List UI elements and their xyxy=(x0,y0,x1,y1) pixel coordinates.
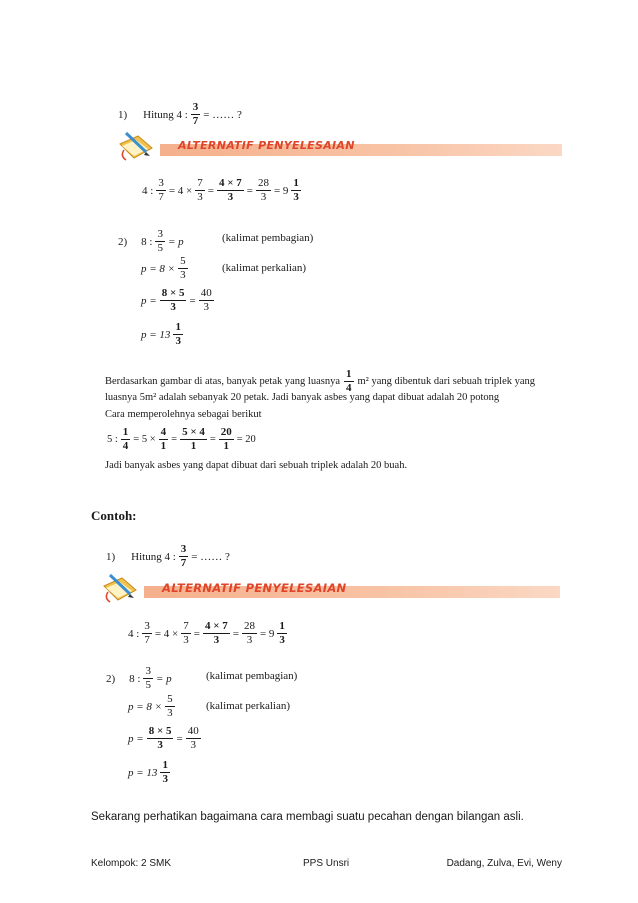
alternatif-banner xyxy=(100,578,560,604)
fraction: $\frac{3}{7}$ xyxy=(192,101,199,127)
pencil-notebook-icon xyxy=(100,572,140,606)
question-text: Hitung 4 : xyxy=(143,108,188,121)
solution-line: 4 : $\frac{3}{7}$ = 4 × $\frac{7}{3}$ = $\frac{4 \times 7}{3}$ = $\frac{28}{3}$ = 9 $\frac{1}{3}$ xyxy=(142,177,299,203)
note-pembagian: (kalimat pembagian) xyxy=(206,670,298,682)
note-pembagian: (kalimat pembagian) xyxy=(222,232,314,244)
question-1 xyxy=(116,102,244,127)
question-number: 1) xyxy=(118,108,128,121)
question-2-line-2: p = 8 × $\frac{5}{3}$ xyxy=(141,255,186,281)
question-2-line-1: 2) 8 : $\frac{3}{5}$ = p xyxy=(118,228,184,254)
question-tail: = …… ? xyxy=(203,108,242,121)
question-2-line-1: 2) 8 : $\frac{3}{5}$ = p xyxy=(106,665,172,691)
banner-title: ALTERNATIF PENYELESAIAN xyxy=(162,581,347,595)
closing-sentence: Sekarang perhatikan bagaimana cara membagi suatu pecahan dengan bilangan asli. xyxy=(91,811,524,823)
contoh-heading: Contoh: xyxy=(91,508,137,523)
footer-center: PPS Unsri xyxy=(303,858,350,869)
para-line-1: Berdasarkan gambar di atas, banyak petak yang luasnya $\frac{1}{4}$ m² yang dibentuk dari sebuah triplek yang xyxy=(105,368,536,394)
question-2-line-2: p = 8 × $\frac{5}{3}$ xyxy=(128,693,173,719)
question-2-line-3: p = $\frac{8 \times 5}{3}$ = $\frac{40}{3}$ xyxy=(128,725,199,751)
note-perkalian: (kalimat perkalian) xyxy=(206,700,290,712)
note-perkalian: (kalimat perkalian) xyxy=(222,262,306,274)
question-2-line-4: p = 13 $\frac{1}{3}$ xyxy=(141,321,181,347)
para-line-5: Jadi banyak asbes yang dapat dibuat dari sebuah triplek adalah 20 buah. xyxy=(105,460,408,471)
alternatif-banner xyxy=(116,136,566,162)
question-2-line-4: p = 13 $\frac{1}{3}$ xyxy=(128,759,168,785)
question-1: 1) Hitung 4 : $\frac{3}{7}$ = …… ? xyxy=(106,543,230,569)
para-calc: 5 : $\frac{1}{4}$ = 5 × $\frac{4}{1}$ = $\frac{5 \times 4}{1}$ = $\frac{20}{1}$ = 20 xyxy=(107,426,256,452)
pencil-notebook-icon xyxy=(116,130,156,164)
footer-left: Kelompok: 2 SMK xyxy=(91,858,172,869)
solution-line: 4 : $\frac{3}{7}$ = 4 × $\frac{7}{3}$ = $\frac{4 \times 7}{3}$ = $\frac{28}{3}$ = 9 $\frac{1}{3}$ xyxy=(128,620,285,646)
para-line-2: luasnya 5m² adalah sebanyak 20 petak. Jadi banyak asbes yang dapat dibuat adalah 20 potong xyxy=(105,392,500,403)
para-line-3: Cara memperolehnya sebagai berikut xyxy=(105,409,262,420)
question-2-line-3: p = $\frac{8 \times 5}{3}$ = $\frac{40}{3}$ xyxy=(141,287,212,313)
footer-right: Dadang, Zulva, Evi, Weny xyxy=(446,858,562,869)
banner-title: ALTERNATIF PENYELESAIAN xyxy=(178,139,355,152)
